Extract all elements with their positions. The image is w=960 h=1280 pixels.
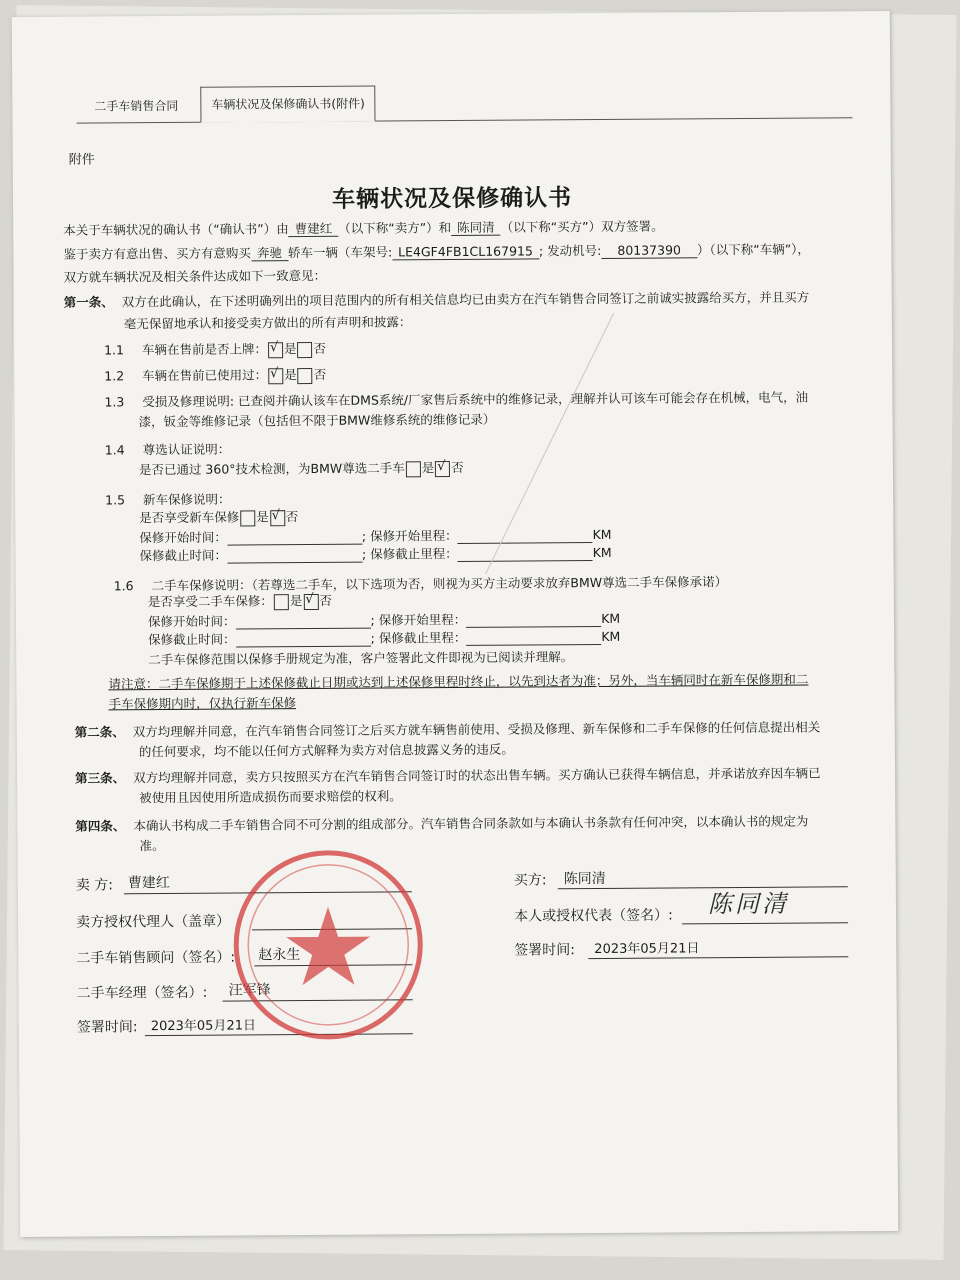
item-number: 1.4	[104, 442, 125, 458]
buyer-handwritten-signature: 陈同清	[707, 889, 790, 919]
intro-text: ）（以下称“车辆”），	[696, 241, 810, 258]
field-label: ; 保修截止里程：	[361, 545, 458, 562]
option-yes: 是	[421, 460, 435, 476]
option-no: 否	[313, 340, 327, 356]
item-number: 1.6	[113, 578, 134, 594]
notice-line-2: 手车保修期内时，仅执行新车保修	[108, 695, 297, 712]
unit-km: KM	[592, 544, 612, 561]
item-text: 车辆在售前是否上牌：	[141, 341, 268, 358]
buyer-date-label: 签署时间:	[514, 942, 576, 959]
representative-label: 本人或授权代表（签名）:	[513, 907, 673, 925]
item-text: 是否已通过 360°技术检测，为BMW尊选二手车	[138, 460, 405, 478]
vehicle-brand: 奔驰	[251, 245, 288, 261]
article-3-text: 双方均理解并同意，卖方只按照买方在汽车销售合同签订时的状态出售车辆。买方确认已获得车辆信息，并承诺放弃因车辆已	[133, 765, 821, 786]
intro-text: 鉴于卖方有意出售、买方有意购买	[63, 245, 251, 262]
tab-vehicle-status[interactable]: 车辆状况及保修确认书(附件)	[200, 86, 376, 123]
article-1-text: 双方在此确认，在下述明确列出的项目范围内的所有相关信息均已由卖方在汽车销售合同签订之前诚实披露给买方，并且买方	[121, 289, 810, 310]
option-yes: 是	[284, 367, 297, 383]
option-no: 否	[319, 592, 332, 608]
buyer-name: 陈同清	[451, 220, 501, 236]
article-1-label: 第一条、	[63, 294, 114, 310]
article-2-line-2: 的任何要求，均不能以任何方式解释为卖方对信息披露义务的违反。	[138, 741, 514, 760]
consultant-label: 二手车销售顾问（签名）:	[76, 949, 236, 967]
intro-text: （以下称“卖方”）和	[338, 220, 452, 236]
item-text: 二手车保修说明：（若尊选二手车，以下选项为否，则视为买方主动要求放弃BMW尊选二手车保修承诺）	[151, 574, 728, 594]
engine-number: 80137390	[601, 242, 697, 259]
intro-line-3: 双方就车辆状况及相关条件达成如下一致意见：	[63, 267, 327, 285]
seller-name: 曹建红	[289, 221, 339, 237]
seller-agent-label: 卖方授权代理人（盖章）	[76, 913, 231, 931]
field-label: ; 保修开始里程：	[361, 527, 458, 544]
article-4-line-2: 准。	[139, 838, 165, 854]
article-1-line-2: 毫无保留地承认和接受卖方做出的所有声明和披露：	[123, 314, 412, 332]
item-text: 是否享受新车保修	[139, 509, 240, 526]
field-label: ; 保修截止里程：	[370, 629, 467, 646]
seller-signature-value: 曹建红	[127, 874, 170, 892]
option-no: 否	[285, 509, 299, 525]
attachment-label: 附件	[68, 152, 95, 168]
consultant-signature: 赵永生	[258, 947, 301, 964]
option-yes: 是	[283, 341, 297, 357]
paper-crease	[12, 11, 898, 1237]
article-2-text: 双方均理解并同意，在汽车销售合同签订之后买方就车辆售前使用、受损及修理、新车保修和二手车保修的任何信息提出相关	[132, 719, 821, 740]
article-2-label: 第二条、	[74, 724, 125, 740]
seller-date-value: 2023年05月21日	[150, 1018, 257, 1035]
intro-text: （以下称“买方”）双方签署。	[500, 218, 664, 235]
manager-signature: 汪军锋	[228, 982, 271, 999]
item-number: 1.5	[105, 492, 126, 508]
notice-line-1: 请注意：二手车保修期于上述保修截止日期或达到上述保修里程时终止，以先到达者为准；另外，当车辆同时在新车保修期和二	[108, 671, 809, 692]
buyer-value: 陈同清	[563, 870, 606, 888]
item-text: 尊选认证说明：	[142, 441, 231, 458]
field-label: 保修开始时间：	[139, 529, 227, 546]
used-warranty-scope: 二手车保修范围以保修手册规定为准，客户签署此文件即视为已阅读并理解。	[148, 649, 574, 668]
item-text: 新车保修说明：	[142, 491, 231, 508]
intro-text: 本关于车辆状况的确认书（“确认书”）由	[63, 221, 289, 238]
document-page	[12, 11, 898, 1237]
intro-text: ; 发动机号:	[538, 242, 602, 259]
buyer-date-value: 2023年05月21日	[594, 941, 700, 958]
manager-label: 二手车经理（签名）:	[76, 984, 208, 1002]
option-yes: 是	[289, 593, 303, 609]
item-text: 受损及修理说明: 已查阅并确认该车在DMS系统/厂家售后系统中的维修记录，理解并认可该车可能会存在机械，电气，油	[142, 389, 809, 410]
item-number: 1.3	[104, 394, 125, 410]
item-number: 1.2	[104, 368, 125, 384]
intro-text: 轿车一辆（车架号:	[287, 244, 393, 261]
item-number: 1.1	[104, 342, 125, 358]
field-label: 保修开始时间：	[147, 613, 236, 630]
unit-km: KM	[601, 610, 621, 626]
option-yes: 是	[256, 509, 269, 525]
unit-km: KM	[601, 628, 621, 644]
item-text: 车辆在售前已使用过：	[142, 367, 268, 384]
vin-number: LE4GF4FB1CL167915	[392, 243, 539, 260]
field-label: 保修截止时间：	[148, 631, 236, 648]
tab-sales-contract[interactable]: 二手车销售合同	[94, 98, 179, 114]
unit-km: KM	[592, 526, 612, 543]
option-no: 否	[313, 366, 327, 382]
field-label: ; 保修开始里程：	[370, 611, 467, 628]
item-text: 是否享受二手车保修：	[147, 593, 273, 610]
buyer-label: 买方:	[513, 872, 547, 889]
item-1-3-cont: 漆，钣金等维修记录（包括但不限于BMW维修系统的维修记录）	[138, 411, 496, 430]
field-label: 保修截止时间：	[139, 547, 228, 564]
article-4-text: 本确认书构成二手车销售合同不可分割的组成部分。汽车销售合同条款如与本确认书条款有任何冲突，以本确认书的规定为	[133, 813, 809, 834]
article-3-label: 第三条、	[75, 770, 126, 786]
seller-label: 卖 方:	[75, 877, 114, 894]
option-no: 否	[451, 459, 464, 476]
page-title: 车辆状况及保修确认书	[331, 185, 573, 213]
article-3-line-2: 被使用且因使用所造成损伤而要求赔偿的权利。	[139, 788, 402, 806]
seller-date-label: 签署时间:	[76, 1019, 138, 1036]
article-4-label: 第四条、	[75, 818, 126, 834]
